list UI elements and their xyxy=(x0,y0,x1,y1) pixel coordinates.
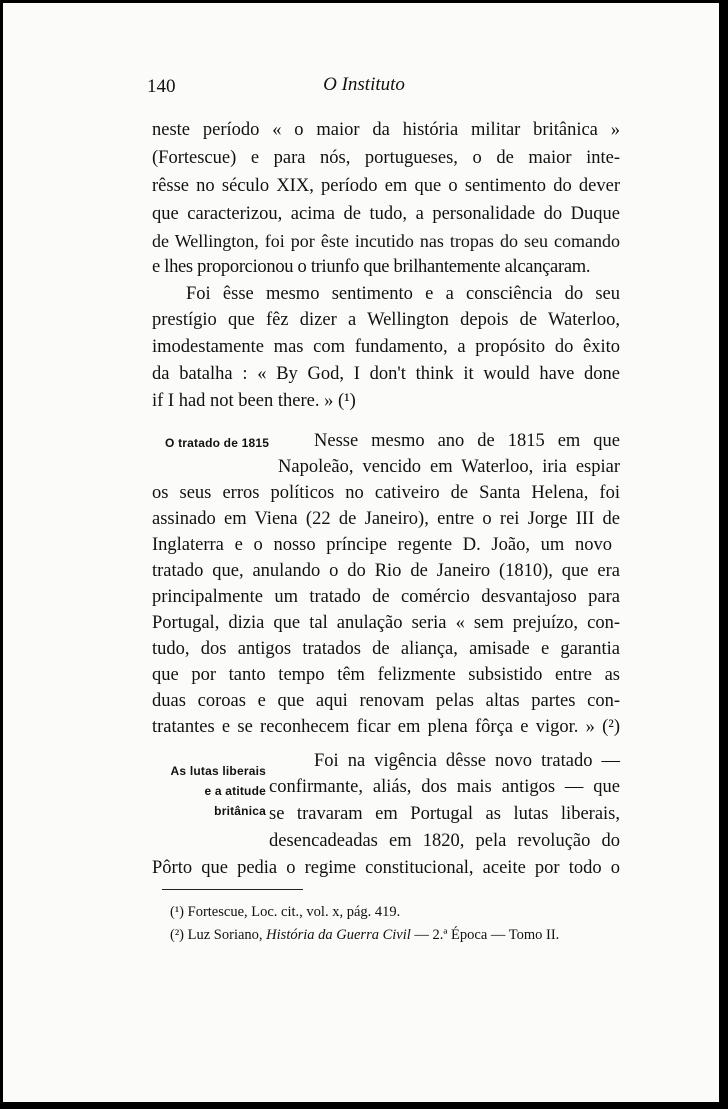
body-line: Inglaterra e o nosso príncipe regente D. João, um novo xyxy=(152,535,612,555)
body-line: neste período « o maior da história militar britânica » xyxy=(152,120,620,140)
body-line: Pôrto que pedia o regime constitucional, aceite por todo o xyxy=(152,858,620,878)
body-line: Portugal, dizia que tal anulação seria « sem prejuízo, con- xyxy=(152,613,620,633)
footnote-text: Luz Soriano, xyxy=(187,927,263,943)
body-line: confirmante, aliás, dos mais antigos — que xyxy=(269,777,620,797)
body-line: que caracterizou, acima de tudo, a personalidade do Duque xyxy=(152,204,620,224)
body-line: rêsse no século XIX, período em que o sentimento do dever xyxy=(152,176,620,196)
footnote-1 xyxy=(170,903,400,921)
body-line: os seus erros políticos no cativeiro de Santa Helena, foi xyxy=(152,483,620,503)
sidenote-liberais-2: e a atitude xyxy=(204,784,266,798)
page-number: 140 xyxy=(147,76,176,97)
body-line: imodestamente mas com fundamento, a propósito do êxito xyxy=(152,337,620,357)
sidenote-1815: O tratado de 1815 xyxy=(165,436,270,450)
footnote-title: História da Guerra Civil xyxy=(266,927,411,943)
body-line: de Wellington, foi por êste incutido nas tropas do seu comando xyxy=(152,231,620,251)
footnote-rule xyxy=(162,889,303,890)
body-line: tratantes e se reconhecem ficar em plena fôrça e vigor. » (²) xyxy=(152,717,620,737)
footnote-2 xyxy=(170,926,559,944)
footnote-text: — 2.ª Época — Tomo II. xyxy=(414,927,560,943)
body-line: que por tanto tempo têm felizmente subsistido entre as xyxy=(152,665,620,685)
running-title: O Instituto xyxy=(323,74,405,95)
body-line: Nesse mesmo ano de 1815 em que xyxy=(314,431,620,451)
footnote-mark: (¹) xyxy=(170,904,185,920)
sidenote-liberais-3: britânica xyxy=(214,804,266,818)
body-line: (Fortescue) e para nós, portugueses, o de maior inte- xyxy=(152,148,620,168)
body-line: Napoleão, vencido em Waterloo, iria espiar xyxy=(278,457,620,477)
body-line: se travaram em Portugal as lutas liberais, xyxy=(269,804,620,824)
body-line: Foi na vigência dêsse novo tratado — xyxy=(314,751,620,771)
body-line: tratado que, anulando o do Rio de Janeiro (1810), que era xyxy=(152,561,620,581)
body-line: assinado em Viena (22 de Janeiro), entre o rei Jorge III de xyxy=(152,509,620,529)
body-line: if I had not been there. » (¹) xyxy=(152,391,356,411)
body-line: da batalha : « By God, I don't think it would have done xyxy=(152,364,620,384)
body-line: duas coroas e que aqui renovam pelas altas partes con- xyxy=(152,691,620,711)
body-line: tudo, dos antigos tratados de aliança, amisade e garantia xyxy=(152,639,620,659)
body-line: desencadeadas em 1820, pela revolução do xyxy=(269,831,620,851)
body-line: prestígio que fêz dizer a Wellington depois de Waterloo, xyxy=(152,310,620,330)
body-line: Foi êsse mesmo sentimento e a consciência do seu xyxy=(186,284,620,304)
body-line: principalmente um tratado de comércio desvantajoso para xyxy=(152,587,620,607)
footnote-mark: (²) xyxy=(170,927,185,943)
body-line: e lhes proporcionou o triunfo que brilhantemente alcançaram. xyxy=(152,257,591,277)
sidenote-liberais-1: As lutas liberais xyxy=(170,764,266,778)
footnote-text: Fortescue, Loc. cit., vol. x, pág. 419. xyxy=(187,904,401,920)
